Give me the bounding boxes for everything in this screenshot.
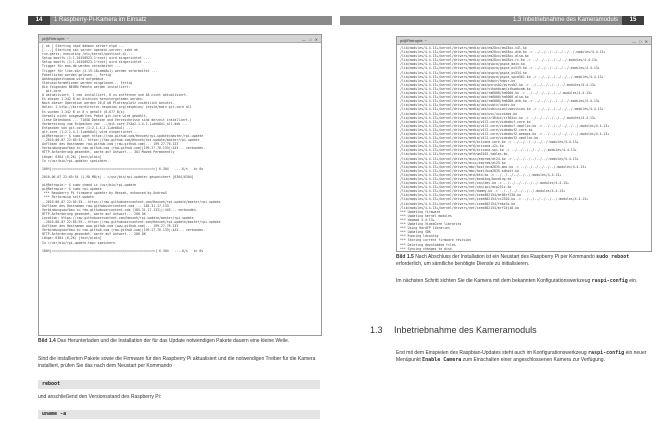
- terminal-line: pi@Retropie:~ $ sudo rpi-update: [42, 187, 102, 192]
- terminal-line: [....] Starting ssh server openssh-server: sshd ok: [42, 48, 138, 53]
- terminal-line: /lib/modules/4.4.13+/kernel/drivers/mfd/wm5102-tables.ko: [400, 152, 508, 157]
- terminal-line: Es müssen 1.342 B an Archiven heruntergeladen werden.: [42, 97, 144, 102]
- terminal-line: Verbindungsaufbau zu raw.githubusercontent.com (185.31.17.133)|:443... verbunden.: [42, 207, 198, 212]
- terminal-line: /lib/modules/4.4.13+/kernel/drivers/media/v4l2-core/videobuf2-memops.ko -> ../../../../../../.modules/4.4.13+: [400, 131, 610, 136]
- terminal-line: /lib/modules/4.4.13+/kernel/drivers/media/usb/gspca/gspca_ov519.ko -> ../../../../../../.modules/4.4.13+: [400, 66, 600, 71]
- terminal-line: Auflösen des Hostnamen raw.githubusercontent.com ... 185.31.17.133: [42, 203, 169, 208]
- inline-code: Enable Camera: [422, 357, 462, 364]
- terminal-line: /lib/modules/4.4.13+/kernel/drivers/misc/eeprom/at24.ko -> ../../../../../../.modules/4.4.13+: [400, 156, 579, 161]
- terminal-line: /lib/modules/4.4.13+/kernel/drivers/media/usb/gspca/gspca_spca561.ko -> ../../../../../../.modules/4.4.13+: [400, 74, 604, 79]
- terminal-line: Entpacken von git-core (1:2.1.4-2.1+deb8u1) ...: [42, 125, 133, 130]
- terminal-line: /lib/modules/4.4.13+/kernel/drivers/media/usb/stkwebcam/stkwebcam.ko: [400, 86, 531, 91]
- terminal-line: /lib/modules/4.4.13+/kernel/drivers/net/can/dev.ko -> ../../../../../../.modules/4.4.13+: [400, 181, 569, 186]
- terminal-title: pi@Retropie: ~: [42, 36, 69, 41]
- terminal-line: /lib/modules/4.4.13+/kernel/drivers/media/v4l2-core/videobuf2-vmalloc.ko: [400, 136, 539, 141]
- terminal-line: /lib/modules/4.4.13+/kernel/drivers/mfd/arizona-i2c.ko: [400, 144, 504, 149]
- terminal-line: /lib/modules/4.4.13+/kernel/drivers/mfd/arizona-core.ko -> ../../../../../../.modules/4.4.13+: [400, 140, 579, 145]
- terminal-line: Länge: 6304 (6,2K) [text/plain]: [42, 236, 102, 241]
- terminal-line: *** Updating SDK: [400, 230, 431, 235]
- terminal-line: /lib/modules/4.4.13+/kernel/drivers/media/usb/tm6000/tm6000-dvb.ko -> ../../../../../../.modules/4.4.13+: [400, 99, 600, 104]
- caption-text: Nach Abschluss der Installation ist ein Neustart des Raspberry Pi per Kommando: [415, 254, 595, 260]
- terminal-line: Holen: 1 http://mirrordirector.raspbian.org/raspbian/ jessie/main git-core all: [42, 105, 192, 110]
- terminal-line: Auflösen des Hostnamen raw.github.com (raw.github.com)... 199.27.76.133: [42, 142, 179, 147]
- terminal-line: /lib/modules/4.4.13+/kernel/drivers/media/usb/tm6000/tm6000.ko -> ../../../../../../.modules/4.4.13+: [400, 91, 592, 96]
- terminal-line: *** Raspberry Pi firmware updater by Hexxeh, enhanced by AndrewS: [42, 191, 167, 196]
- body-paragraph: Sind die installierten Pakete sowie die Firmware für den Raspberry Pi aktualisiert und die notwendigen Treiber für die Kamera installiert, prüfen Sie das nach dem Neustart per Kommando: [38, 356, 316, 370]
- terminal-line: Verbindungsaufbau zu raw.github.com (raw.github.com)|199.27.76.133|:443... verbunden.: [42, 228, 206, 233]
- terminal-line: Auflösen des Hostnamen www.github.com (www.github.com)... 199.27.76.133: [42, 224, 179, 229]
- paragraph-text: ein neuer Menüpunkt: [396, 350, 647, 364]
- terminal-line: 2016-06-07 22:05:54 (1,98 MB/s) - »/usr/bin/rpi-update« gespeichert [6304/6304]: [42, 175, 194, 179]
- terminal-output: [397, 45, 651, 252]
- terminal-line: Es wurden 1.342 B in 0 s geholt (8.677 B/s).: [42, 109, 127, 114]
- left-running-header: 1 Raspberry-Pi-Kamera im Einsatz: [54, 17, 147, 23]
- terminal-line: /lib/modules/4.4.13+/kernel/drivers/media/usb/tm6000/tm6000-alsa.ko: [400, 95, 529, 100]
- body-paragraph: [396, 350, 650, 364]
- body-paragraph: und anschließend den Versionsstand des Raspberry Pi:: [38, 394, 162, 400]
- section-number: 1.3: [370, 325, 383, 335]
- section-title: Inbetriebnahme des Kameramoduls: [394, 325, 537, 335]
- terminal-line: /lib/modules/4.4.13+/kernel/drivers/net/ieee802154/fakelb.ko: [400, 201, 516, 206]
- terminal-line: Setup bootfs (1:1.20150923-1~nrpt) wird eingerichtet ...: [42, 56, 150, 61]
- right-page-header: [340, 16, 644, 25]
- terminal-line: *** Updating VideoCore libraries: [400, 222, 462, 227]
- terminal-line: Statusinformationen werden eingelesen... Fertig: [42, 80, 133, 85]
- terminal-line: Nach dieser Operation werden 26,6 kB Plattenplatz zusätzlich benutzt.: [42, 101, 175, 106]
- terminal-line: --2016-06-07 22:05:55-- https://raw.githubusercontent.com/Hexxeh/rpi-update/master/rpi-update: [42, 199, 221, 204]
- terminal-line: HTTP-Anforderung gesendet, warte auf Antwort... 200 OK: [42, 211, 146, 216]
- caption-label: Bild 1.4: [38, 338, 56, 344]
- terminal-line: Abhängigkeitsbaum wird aufgebaut.: [42, 76, 106, 81]
- terminal-line: In »/usr/bin/rpi-update.tmp« speichern.: [42, 240, 117, 245]
- terminal-line: (Lese Datenbank ... 71658 Dateien und Verzeichnisse sind derzeit installiert.): [42, 117, 192, 122]
- terminal-line: Die folgenden NEUEN Pakete werden installiert:: [42, 84, 131, 89]
- terminal-line: Trigger für libc-bin (2.19-18+deb8u1) werden verarbeitet ...: [42, 68, 158, 73]
- terminal-line: HTTP-Anforderung gesendet, warte auf Antwort... 301 Moved Permanently: [42, 150, 175, 155]
- terminal-titlebar: [39, 35, 321, 43]
- code-block: uname -a: [38, 410, 320, 419]
- terminal-line: HTTP-Anforderung gesendet, warte auf Antwort... 200 OK: [42, 232, 146, 237]
- terminal-line: *** Deleting downloaded files: [400, 242, 456, 247]
- terminal-line: pi@Retropie:~ $ sudo wget https://raw.github.com/Hexxeh/rpi-update/master/rpi-update: [42, 134, 204, 139]
- terminal-line: run-parts: executing /etc/kernel/postinst.d/...: [42, 52, 133, 57]
- terminal-line: Location: https://raw.githubusercontent.com/Hexxeh/rpi-update/master/rpi-update: [42, 215, 194, 220]
- terminal-line: *** Storing current firmware revision: [400, 238, 472, 243]
- terminal-line: --2016-06-07 22:05:53-- https://raw.github.com/Hexxeh/rpi-update/master/rpi-update: [42, 138, 200, 143]
- terminal-line: /lib/modules/4.4.13+/kernel/drivers/net/bonding/bonding.ko: [400, 177, 512, 181]
- terminal-output: [39, 43, 321, 254]
- terminal-line: [400, 251, 648, 252]
- section-heading: [370, 324, 537, 336]
- inline-code: raspi-config: [588, 350, 625, 356]
- terminal-line: /lib/modules/4.4.13+/kernel/drivers/net/ieee802154/cc2520.ko -> ../../../../../../.modules/4.4.13+: [400, 197, 589, 202]
- window-controls-icon: — □ ✕: [632, 39, 649, 44]
- terminal-line: 0 aktualisiert, 1 neu installiert, 0 zu entfernen und 48 nicht aktualisiert.: [42, 93, 188, 98]
- terminal-line: [ ok ] Starting ntpd daemon server ntpd ...: [42, 44, 125, 48]
- figure-caption-right: [396, 254, 650, 268]
- window-controls-icon: — □ ✕: [302, 37, 319, 42]
- code-block: reboot: [38, 380, 320, 389]
- paragraph-text: Erst mit dem Einspielen des Raspbian-Updates steht auch im Konfigurationswerkzeug: [396, 350, 587, 356]
- terminal-line: git-core (1:2.1.4-2.1+deb8u1) wird eingerichtet ...: [42, 129, 140, 134]
- terminal-line: Paketlisten werden gelesen... Fertig: [42, 72, 112, 77]
- figure-caption-left: [38, 338, 320, 345]
- terminal-line: /lib/modules/4.4.13+/kernel/drivers/media/usb/gspca/gspca_main.ko: [400, 62, 525, 67]
- terminal-line: /lib/modules/4.4.13+/kernel/drivers/misc/eeprom/at25.ko: [400, 160, 506, 165]
- terminal-line: *** Updating firmware: [400, 209, 441, 214]
- terminal-line: *** Performing self-update: [42, 195, 94, 200]
- terminal-line: git-core: [42, 89, 62, 94]
- terminal-line: Verbindungsaufbau zu raw.github.com (raw.github.com)|199.27.76.133|:443... verbunden.: [42, 146, 206, 151]
- terminal-line: /lib/modules/4.4.13+/kernel/drivers/net/ieee802154/at86rf230.ko: [400, 193, 521, 198]
- terminal-line: /lib/modules/4.4.13+/kernel/drivers/mfd/arizona-spi.ko -> ../../../../../../.modules/4.4.13+: [400, 148, 577, 153]
- terminal-line: /lib/modules/4.4.13+/kernel/drivers/media/usb/em28xx/em28xx-dvb.ko -> ../../../../../../../.modules/4.4.13+: [400, 50, 606, 55]
- terminal-line: /lib/modules/4.4.13+/kernel/drivers/mtd/mtd.ko -> ../../../../../../.modules/4.4.13+: [400, 172, 562, 177]
- terminal-line: /lib/modules/4.4.13+/kernel/drivers/media/usb/em28xx/em28xx-alsa.ko: [400, 54, 529, 59]
- terminal-line: /lib/modules/4.4.13+/kernel/drivers/media/usb/usbtv/usbtv.ko: [400, 103, 516, 108]
- terminal-titlebar: [397, 37, 651, 45]
- terminal-line: /lib/modules/4.4.13+/kernel/drivers/media/usb/uvc/uvcvideo.ko: [400, 111, 518, 116]
- terminal-line: Trigger für man-db werden verarbeitet ...: [42, 64, 121, 69]
- terminal-line: *** Updating kernel modules: [400, 213, 452, 218]
- terminal-line: --2016-06-07 22:05:55-- https://raw.githubusercontent.com/Hexxeh/rpi-update/master/rpi-update: [42, 220, 221, 225]
- terminal-line: Vormals nicht ausgewähltes Paket git-core wird gewählt.: [42, 113, 148, 118]
- paragraph-text: Im nächsten Schritt sichten Sie die Kamera mit dem bekannten Konfigurationswerkzeug: [396, 278, 591, 284]
- terminal-screenshot-right: [396, 36, 652, 252]
- caption-label: Bild 1.5: [396, 254, 414, 260]
- left-page-number: 14: [28, 16, 50, 25]
- terminal-line: /lib/modules/4.4.13+/kernel/drivers/net/dummy.ko -> ../../../../../../.modules/4.4.13+: [400, 189, 566, 194]
- terminal-line: /lib/modules/4.4.13+/kernel/drivers/mmc/host/bcm2835-sdhost.ko: [400, 168, 519, 173]
- terminal-line: /lib/modules/4.4.13+/kernel/drivers/net/ieee802154/mrf24j40.ko: [400, 205, 519, 210]
- terminal-line: /lib/modules/4.4.13+/kernel/drivers/media/usb/gspca/gspca_ov534.ko: [400, 70, 527, 75]
- caption-code: sudo reboot: [596, 254, 630, 260]
- terminal-line: Vorbereitung zum Entpacken von .../git-core_1%3a2.1.4-2.1+deb8u1_all.deb ...: [42, 121, 188, 126]
- terminal-line: *** Syncing changes to disk: [400, 246, 452, 251]
- body-paragraph: [396, 278, 650, 285]
- inline-code: raspi-config: [591, 278, 628, 284]
- terminal-line: /lib/modules/4.4.13+/kernel/drivers/media/v4l2-core/videobuf2-core.ko: [400, 127, 533, 132]
- terminal-title: pi@Retropie: ~: [400, 38, 427, 43]
- terminal-line: *** Running ldconfig: [400, 234, 439, 239]
- terminal-line: Länge: 6304 (6,2K) [text/plain]: [42, 154, 102, 159]
- terminal-screenshot-left: [38, 34, 322, 336]
- paragraph-text: zum Einschalten einer angeschlossenen Kamera zur Verfügung.: [462, 357, 605, 364]
- terminal-line: /lib/modules/4.4.13+/kernel/drivers/media/usb/em28xx/em28xx-rc.ko -> ../../../../../../.modules/4.4.13+: [400, 58, 598, 63]
- caption-text: Das Herunterladen und die Installation der für das Update notwendigen Pakete dauern eine kleine Weile.: [57, 338, 290, 344]
- terminal-line: /lib/modules/4.4.13+/kernel/drivers/media/usb/em28xx/em28xx-v4l.ko: [400, 46, 527, 50]
- terminal-line: /lib/modules/4.4.13+/kernel/drivers/media/usb/hdpvr/hdpvr.ko: [400, 78, 516, 83]
- terminal-line: *** Using HardFP libraries: [400, 226, 450, 231]
- terminal-line: /lib/modules/4.4.13+/kernel/drivers/media/usb/zr364xx/zr364xx.ko -> ../../../../../../.modules/4.4.13+: [400, 115, 596, 120]
- terminal-line: 100%[=====================================================>] 6.304 --.-K/s in 0s: [42, 248, 204, 253]
- terminal-line: /lib/modules/4.4.13+/kernel/drivers/media/v4l2-core/videobuf-core.ko: [400, 119, 531, 124]
- terminal-line: /lib/modules/4.4.13+/kernel/drivers/net/can/spi/mcp251x.ko: [400, 185, 512, 190]
- terminal-line: *** depmod 4.4.13+: [400, 217, 435, 222]
- paragraph-text: ein.: [629, 278, 638, 284]
- terminal-line: 100%[=====================================================>] 6.304 --.-K/s in 0s: [42, 166, 204, 171]
- terminal-line: /lib/modules/4.4.13+/kernel/drivers/media/v4l2-core/videobuf-vmalloc.ko -> ../../../../../../.modules/4.4.13+: [400, 123, 610, 128]
- terminal-line: /lib/modules/4.4.13+/kernel/drivers/mmc/host/bcm2835-mmc.ko -> ../../../../../../.modules/4.4.13+: [400, 164, 587, 169]
- left-page-header: [28, 16, 332, 25]
- right-page-number: 15: [622, 16, 644, 25]
- caption-text: erforderlich, um sämtliche benötigte Dienste zu initialisieren.: [396, 261, 530, 267]
- terminal-line: In »/usr/bin/rpi-update« speichern.: [42, 158, 110, 163]
- terminal-line: /lib/modules/4.4.13+/kernel/drivers/media/usb/pvrusb2/pvrusb2.ko -> ../../../../../../.modules/4.4.13+: [400, 82, 596, 87]
- right-running-header: 1.3 Inbetriebnahme des Kameramoduls: [512, 17, 618, 23]
- terminal-line: Setup bootfs (1:1.20150923-1~nrpt) wird eingerichtet ...: [42, 60, 150, 65]
- terminal-line: pi@Retropie:~ $ sudo chmod +x /usr/bin/rpi-update: [42, 183, 137, 188]
- terminal-line: /lib/modules/4.4.13+/kernel/drivers/media/usb/usbvision/usbvision.ko -> ../../../../../../.modules/4.4.13+: [400, 107, 604, 112]
